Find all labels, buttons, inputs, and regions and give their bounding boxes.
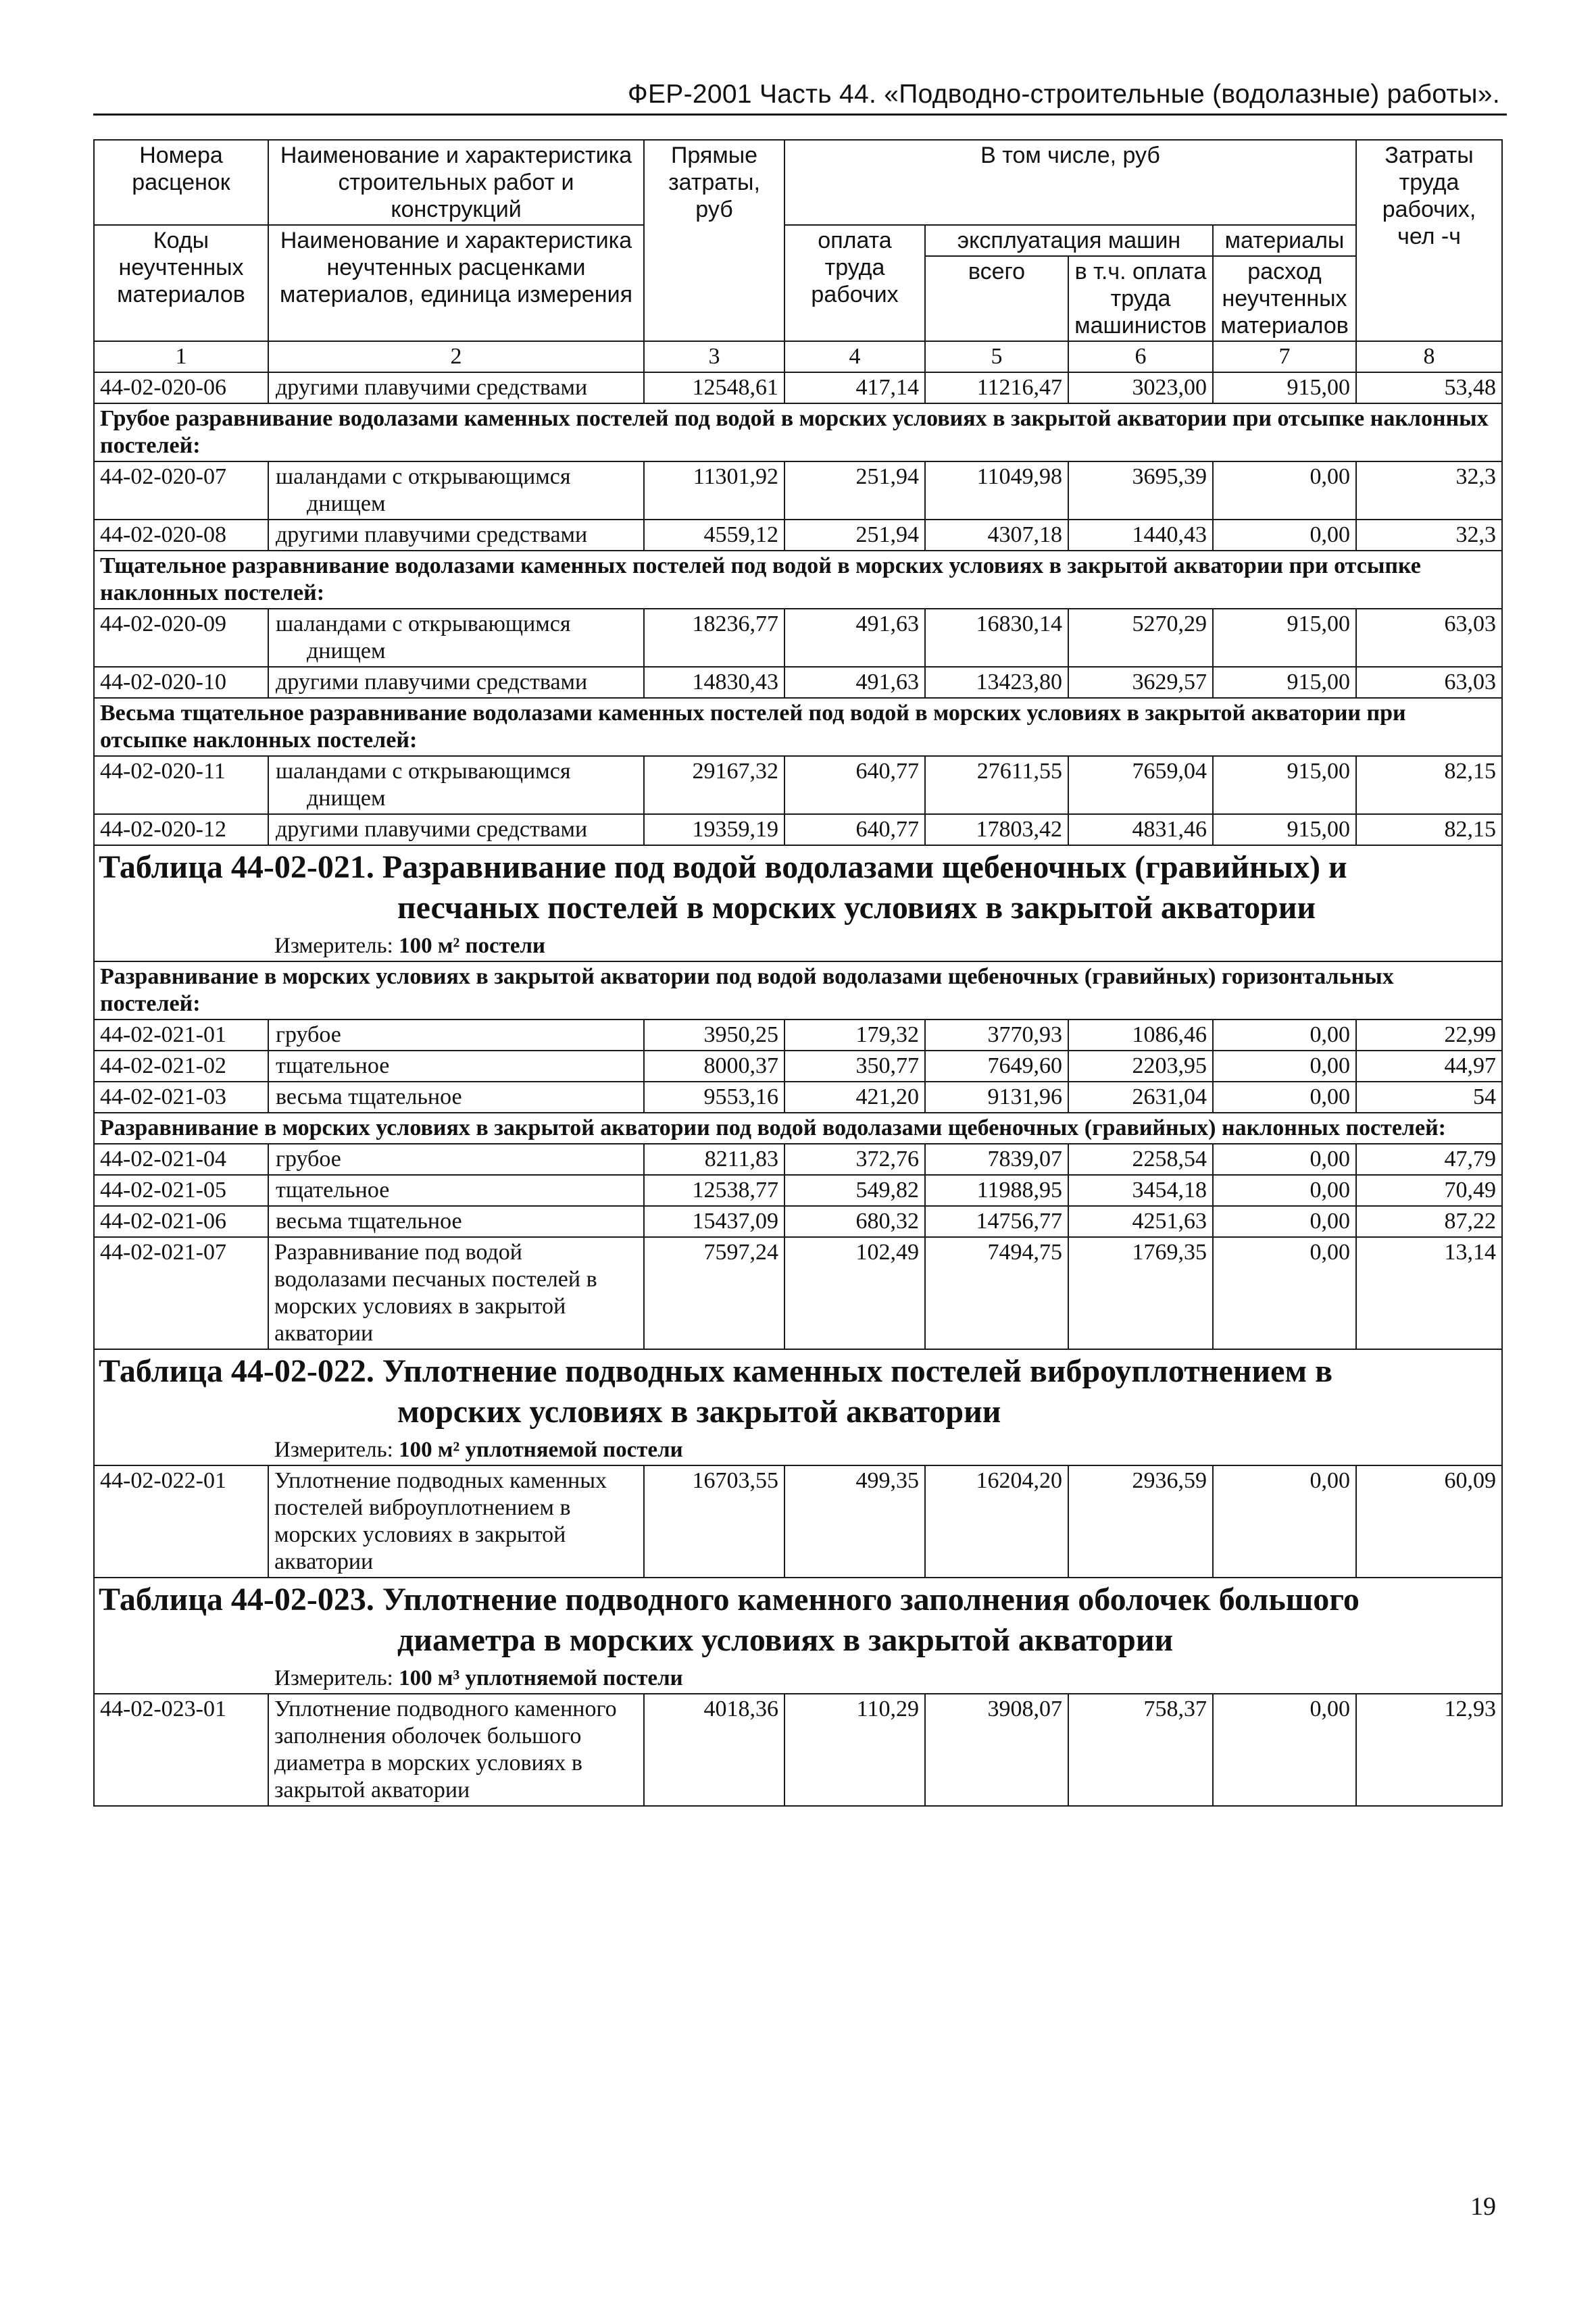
labor-hours-cell: 32,3 xyxy=(1356,461,1502,520)
rate-description: шаландами с открывающимся днищем xyxy=(268,461,644,520)
labor-pay-cell: 640,77 xyxy=(784,814,925,845)
materials-cell: 0,00 xyxy=(1213,1144,1356,1175)
rate-code: 44-02-021-05 xyxy=(94,1175,268,1206)
machinist-pay-cell: 758,37 xyxy=(1068,1694,1213,1806)
labor-hours-cell: 70,49 xyxy=(1356,1175,1502,1206)
rate-description: шаландами с открывающимся днищем xyxy=(268,756,644,814)
measurement-unit xyxy=(100,932,1496,959)
labor-pay-cell: 350,77 xyxy=(784,1051,925,1082)
direct-costs-cell: 4559,12 xyxy=(644,520,784,551)
col-direct-costs: Прямые затраты, руб xyxy=(644,140,784,341)
table-title-row xyxy=(94,1349,1502,1465)
measurement-unit xyxy=(100,1436,1496,1463)
col-number: 1 xyxy=(94,341,268,372)
col-number: 8 xyxy=(1356,341,1502,372)
machinist-pay-cell: 1769,35 xyxy=(1068,1237,1213,1349)
table-title-row xyxy=(94,1578,1502,1694)
rate-description: Уплотнение подводного каменного заполнения оболочек большого диаметра в морских условиях в закрытой акватории xyxy=(268,1694,644,1806)
col-unaccounted-codes: Коды неучтенных материалов xyxy=(94,225,268,341)
rate-code: 44-02-020-12 xyxy=(94,814,268,845)
group-heading-row xyxy=(94,403,1502,461)
materials-cell: 915,00 xyxy=(1213,667,1356,698)
direct-costs-cell: 29167,32 xyxy=(644,756,784,814)
rates-table-body xyxy=(94,140,1502,1806)
rate-row xyxy=(94,667,1502,698)
direct-costs-cell: 14830,43 xyxy=(644,667,784,698)
direct-costs-cell: 12548,61 xyxy=(644,372,784,403)
machinist-pay-cell: 1086,46 xyxy=(1068,1020,1213,1051)
rate-code: 44-02-020-08 xyxy=(94,520,268,551)
measurement-label: Измеритель: xyxy=(274,1666,393,1690)
table-subtitle: диаметра в морских условиях в закрытой акватории xyxy=(397,1622,1174,1658)
rate-row xyxy=(94,814,1502,845)
labor-pay-cell: 372,76 xyxy=(784,1144,925,1175)
machinist-pay-cell: 5270,29 xyxy=(1068,609,1213,667)
measurement-label: Измеритель: xyxy=(274,934,393,958)
header-rule xyxy=(93,114,1507,116)
labor-pay-cell: 417,14 xyxy=(784,372,925,403)
labor-hours-cell: 82,15 xyxy=(1356,756,1502,814)
measurement-value: 100 м³ уплотняемой постели xyxy=(399,1666,683,1690)
labor-pay-cell: 549,82 xyxy=(784,1175,925,1206)
col-rate-numbers: Номера расценок xyxy=(94,140,268,225)
rate-description: тщательное xyxy=(268,1175,644,1206)
table-title-block xyxy=(94,845,1502,961)
rate-row xyxy=(94,461,1502,520)
machine-total-cell: 17803,42 xyxy=(925,814,1068,845)
materials-cell: 0,00 xyxy=(1213,1237,1356,1349)
table-title: Таблица 44-02-023. Уплотнение подводного каменного заполнения оболочек большого xyxy=(99,1582,1360,1617)
col-machine-total: всего xyxy=(925,256,1068,341)
labor-hours-cell: 82,15 xyxy=(1356,814,1502,845)
labor-pay-cell: 102,49 xyxy=(784,1237,925,1349)
labor-hours-cell: 54 xyxy=(1356,1082,1502,1113)
rate-code: 44-02-021-03 xyxy=(94,1082,268,1113)
machinist-pay-cell: 3695,39 xyxy=(1068,461,1213,520)
rate-row xyxy=(94,1051,1502,1082)
rate-code: 44-02-020-07 xyxy=(94,461,268,520)
measurement-unit xyxy=(100,1665,1496,1692)
running-header: ФЕР-2001 Часть 44. «Подводно-строительные (водолазные) работы». xyxy=(628,80,1500,109)
machine-total-cell: 7649,60 xyxy=(925,1051,1068,1082)
direct-costs-cell: 9553,16 xyxy=(644,1082,784,1113)
machine-total-cell: 7494,75 xyxy=(925,1237,1068,1349)
rate-code: 44-02-021-01 xyxy=(94,1020,268,1051)
materials-cell: 0,00 xyxy=(1213,1465,1356,1578)
rate-row xyxy=(94,609,1502,667)
machinist-pay-cell: 7659,04 xyxy=(1068,756,1213,814)
rate-code: 44-02-022-01 xyxy=(94,1465,268,1578)
machine-total-cell: 16204,20 xyxy=(925,1465,1068,1578)
machine-total-cell: 3908,07 xyxy=(925,1694,1068,1806)
rate-row xyxy=(94,1206,1502,1237)
group-heading-row xyxy=(94,961,1502,1020)
rate-description: другими плавучими средствами xyxy=(268,667,644,698)
labor-pay-cell: 179,32 xyxy=(784,1020,925,1051)
rate-row xyxy=(94,1465,1502,1578)
table-title-row xyxy=(94,845,1502,961)
measurement-value: 100 м² постели xyxy=(399,934,546,958)
group-heading-row xyxy=(94,1113,1502,1144)
machinist-pay-cell: 3629,57 xyxy=(1068,667,1213,698)
rate-row xyxy=(94,1144,1502,1175)
column-number-row xyxy=(94,341,1502,372)
labor-hours-cell: 22,99 xyxy=(1356,1020,1502,1051)
materials-cell: 0,00 xyxy=(1213,520,1356,551)
table-subtitle: морских условиях в закрытой акватории xyxy=(397,1394,1001,1430)
direct-costs-cell: 16703,55 xyxy=(644,1465,784,1578)
measurement-label: Измеритель: xyxy=(274,1438,393,1462)
labor-hours-cell: 44,97 xyxy=(1356,1051,1502,1082)
machinist-pay-cell: 4251,63 xyxy=(1068,1206,1213,1237)
direct-costs-cell: 7597,24 xyxy=(644,1237,784,1349)
col-including: В том числе, руб xyxy=(784,140,1356,225)
machine-total-cell: 11049,98 xyxy=(925,461,1068,520)
labor-pay-cell: 499,35 xyxy=(784,1465,925,1578)
rate-description: другими плавучими средствами xyxy=(268,372,644,403)
machinist-pay-cell: 3454,18 xyxy=(1068,1175,1213,1206)
rate-row xyxy=(94,1082,1502,1113)
rate-description: весьма тщательное xyxy=(268,1206,644,1237)
rate-code: 44-02-020-06 xyxy=(94,372,268,403)
group-heading: Грубое разравнивание водолазами каменных постелей под водой в морских условиях в закрытой акватории при отсыпке наклонных постелей: xyxy=(94,403,1502,461)
direct-costs-cell: 8000,37 xyxy=(644,1051,784,1082)
materials-cell: 915,00 xyxy=(1213,814,1356,845)
labor-hours-cell: 32,3 xyxy=(1356,520,1502,551)
direct-costs-cell: 4018,36 xyxy=(644,1694,784,1806)
rate-row xyxy=(94,520,1502,551)
col-number: 2 xyxy=(268,341,644,372)
materials-cell: 915,00 xyxy=(1213,756,1356,814)
machine-total-cell: 3770,93 xyxy=(925,1020,1068,1051)
rate-code: 44-02-021-02 xyxy=(94,1051,268,1082)
col-number: 3 xyxy=(644,341,784,372)
rate-code: 44-02-020-11 xyxy=(94,756,268,814)
rate-description: грубое xyxy=(268,1144,644,1175)
col-work-name: Наименование и характеристика строительных работ и конструкций xyxy=(268,140,644,225)
direct-costs-cell: 15437,09 xyxy=(644,1206,784,1237)
machinist-pay-cell: 2203,95 xyxy=(1068,1051,1213,1082)
group-heading: Разравнивание в морских условиях в закрытой акватории под водой водолазами щебеночных (гравийных) наклонных постелей: xyxy=(94,1113,1502,1144)
machine-total-cell: 4307,18 xyxy=(925,520,1068,551)
materials-cell: 0,00 xyxy=(1213,1082,1356,1113)
rates-sheet xyxy=(93,139,1501,1807)
rate-row xyxy=(94,1175,1502,1206)
group-heading-row xyxy=(94,698,1502,756)
materials-cell: 0,00 xyxy=(1213,1051,1356,1082)
rate-code: 44-02-020-10 xyxy=(94,667,268,698)
machine-total-cell: 13423,80 xyxy=(925,667,1068,698)
materials-cell: 0,00 xyxy=(1213,1175,1356,1206)
labor-pay-cell: 421,20 xyxy=(784,1082,925,1113)
col-number: 5 xyxy=(925,341,1068,372)
page-number: 19 xyxy=(1470,2192,1496,2221)
rate-description: другими плавучими средствами xyxy=(268,814,644,845)
labor-hours-cell: 13,14 xyxy=(1356,1237,1502,1349)
col-materials-spent: расход неучтенных материалов xyxy=(1213,256,1356,341)
group-heading-row xyxy=(94,551,1502,609)
machine-total-cell: 14756,77 xyxy=(925,1206,1068,1237)
machine-total-cell: 11216,47 xyxy=(925,372,1068,403)
header-row-1 xyxy=(94,140,1502,225)
direct-costs-cell: 18236,77 xyxy=(644,609,784,667)
col-labor-pay: оплата труда рабочих xyxy=(784,225,925,341)
rate-row xyxy=(94,372,1502,403)
labor-hours-cell: 47,79 xyxy=(1356,1144,1502,1175)
machinist-pay-cell: 2631,04 xyxy=(1068,1082,1213,1113)
machine-total-cell: 9131,96 xyxy=(925,1082,1068,1113)
rate-row xyxy=(94,1694,1502,1806)
rate-description: Уплотнение подводных каменных постелей виброуплотнением в морских условиях в закрытой акватории xyxy=(268,1465,644,1578)
rate-row xyxy=(94,1237,1502,1349)
machine-total-cell: 27611,55 xyxy=(925,756,1068,814)
labor-hours-cell: 12,93 xyxy=(1356,1694,1502,1806)
rate-description: шаландами с открывающимся днищем xyxy=(268,609,644,667)
col-number: 4 xyxy=(784,341,925,372)
machine-total-cell: 11988,95 xyxy=(925,1175,1068,1206)
group-heading: Тщательное разравнивание водолазами каменных постелей под водой в морских условиях в закрытой акватории при отсыпке наклонных постелей: xyxy=(94,551,1502,609)
materials-cell: 0,00 xyxy=(1213,1694,1356,1806)
col-unaccounted-names: Наименование и характеристика неучтенных расценками материалов, единица измерения xyxy=(268,225,644,341)
machine-total-cell: 7839,07 xyxy=(925,1144,1068,1175)
rate-description: другими плавучими средствами xyxy=(268,520,644,551)
labor-hours-cell: 87,22 xyxy=(1356,1206,1502,1237)
col-labor-hours: Затраты труда рабочих, чел -ч xyxy=(1356,140,1502,341)
materials-cell: 0,00 xyxy=(1213,1020,1356,1051)
materials-cell: 915,00 xyxy=(1213,609,1356,667)
labor-pay-cell: 251,94 xyxy=(784,520,925,551)
labor-hours-cell: 60,09 xyxy=(1356,1465,1502,1578)
col-materials: материалы xyxy=(1213,225,1356,256)
direct-costs-cell: 8211,83 xyxy=(644,1144,784,1175)
col-machinist-pay: в т.ч. оплата труда машинистов xyxy=(1068,256,1213,341)
machinist-pay-cell: 3023,00 xyxy=(1068,372,1213,403)
materials-cell: 0,00 xyxy=(1213,461,1356,520)
labor-pay-cell: 251,94 xyxy=(784,461,925,520)
labor-hours-cell: 63,03 xyxy=(1356,667,1502,698)
labor-pay-cell: 491,63 xyxy=(784,667,925,698)
labor-pay-cell: 491,63 xyxy=(784,609,925,667)
machinist-pay-cell: 2258,54 xyxy=(1068,1144,1213,1175)
machinist-pay-cell: 1440,43 xyxy=(1068,520,1213,551)
group-heading: Весьма тщательное разравнивание водолазами каменных постелей под водой в морских условиях в закрытой акватории при отсыпке наклонных постелей: xyxy=(94,698,1502,756)
machinist-pay-cell: 4831,46 xyxy=(1068,814,1213,845)
col-number: 6 xyxy=(1068,341,1213,372)
direct-costs-cell: 11301,92 xyxy=(644,461,784,520)
direct-costs-cell: 3950,25 xyxy=(644,1020,784,1051)
table-title-block xyxy=(94,1578,1502,1694)
rate-code: 44-02-021-04 xyxy=(94,1144,268,1175)
rate-row xyxy=(94,756,1502,814)
col-number: 7 xyxy=(1213,341,1356,372)
direct-costs-cell: 12538,77 xyxy=(644,1175,784,1206)
rate-code: 44-02-021-07 xyxy=(94,1237,268,1349)
rates-table xyxy=(93,139,1503,1807)
rate-row xyxy=(94,1020,1502,1051)
labor-pay-cell: 640,77 xyxy=(784,756,925,814)
table-title: Таблица 44-02-022. Уплотнение подводных каменных постелей виброуплотнением в xyxy=(99,1353,1333,1389)
direct-costs-cell: 19359,19 xyxy=(644,814,784,845)
rate-description: Разравнивание под водой водолазами песчаных постелей в морских условиях в закрытой акватории xyxy=(268,1237,644,1349)
rate-description: грубое xyxy=(268,1020,644,1051)
table-title-block xyxy=(94,1349,1502,1465)
rate-code: 44-02-020-09 xyxy=(94,609,268,667)
labor-hours-cell: 63,03 xyxy=(1356,609,1502,667)
machine-total-cell: 16830,14 xyxy=(925,609,1068,667)
group-heading: Разравнивание в морских условиях в закрытой акватории под водой водолазами щебеночных (гравийных) горизонтальных постелей: xyxy=(94,961,1502,1020)
col-machine-operation: эксплуатация машин xyxy=(925,225,1213,256)
materials-cell: 0,00 xyxy=(1213,1206,1356,1237)
labor-pay-cell: 110,29 xyxy=(784,1694,925,1806)
materials-cell: 915,00 xyxy=(1213,372,1356,403)
labor-pay-cell: 680,32 xyxy=(784,1206,925,1237)
rate-description: тщательное xyxy=(268,1051,644,1082)
rate-description: весьма тщательное xyxy=(268,1082,644,1113)
table-subtitle: песчаных постелей в морских условиях в закрытой акватории xyxy=(397,890,1316,926)
table-title: Таблица 44-02-021. Разравнивание под водой водолазами щебеночных (гравийных) и xyxy=(99,849,1347,885)
rate-code: 44-02-021-06 xyxy=(94,1206,268,1237)
header-row-2 xyxy=(94,225,1502,256)
rate-code: 44-02-023-01 xyxy=(94,1694,268,1806)
measurement-value: 100 м² уплотняемой постели xyxy=(399,1438,683,1462)
labor-hours-cell: 53,48 xyxy=(1356,372,1502,403)
machinist-pay-cell: 2936,59 xyxy=(1068,1465,1213,1578)
